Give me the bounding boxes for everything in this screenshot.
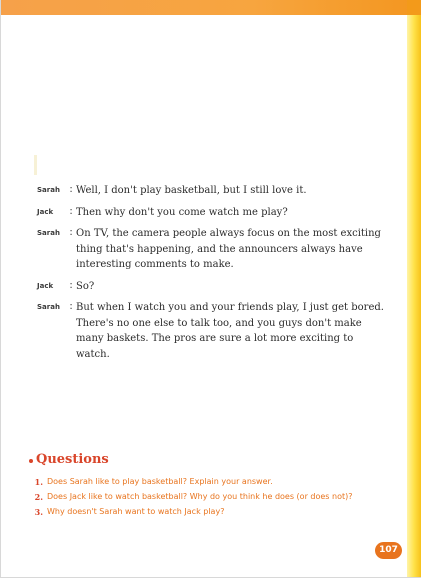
margin-mark [34,155,37,175]
dialogue-line [37,183,387,199]
question-item [29,506,389,518]
dialogue-text: Well, I don't play basketball, but I still love it. [76,185,307,196]
speaker-colon: : [69,205,73,217]
question-item [29,491,389,503]
dialogue-section [37,183,387,368]
dialogue-line [37,279,387,295]
question-item [29,476,389,488]
dialogue-text: On TV, the camera people always focus on the most exciting thing that's happening, and the announcers always have interesting comments to make. [76,228,381,270]
questions-title: Questions [36,452,109,467]
question-number: 3. [34,507,43,517]
questions-list [29,476,389,518]
dialogue-text: But when I watch you and your friends play, I just get bored. There's no one else to talk too, and you guys don't make many baskets. The pros are sure a lot more exciting to watch. [76,302,384,360]
right-color-band [407,0,421,578]
speaker-name: Sarah [37,229,60,237]
question-text: Why doesn't Sarah want to watch Jack play? [47,507,225,516]
speaker-name: Jack [37,207,54,216]
speaker-name: Sarah [37,303,60,311]
question-number: 2. [34,492,43,502]
dialogue-line [37,205,387,221]
speaker-name: Jack [37,281,54,290]
dialogue-line [37,226,387,273]
speaker-name: Sarah [37,186,60,194]
question-number: 1. [34,477,43,487]
page-number-badge: 107 [375,542,402,559]
speaker-colon: : [69,227,73,238]
questions-section [29,452,389,521]
top-color-band [1,0,421,15]
question-text: Does Sarah like to play basketball? Explain your answer. [47,477,273,486]
dialogue-line [37,300,387,362]
speaker-colon: : [69,279,73,291]
speaker-colon: : [69,301,73,312]
question-text: Does Jack like to watch basketball? Why do you think he does (or does not)? [47,492,353,501]
dialogue-text: So? [76,280,95,292]
speaker-colon: : [69,184,73,195]
questions-heading [29,452,389,467]
corner-accent [407,0,421,15]
dialogue-text: Then why don't you come watch me play? [76,206,288,218]
heading-bullet-icon [29,459,33,463]
